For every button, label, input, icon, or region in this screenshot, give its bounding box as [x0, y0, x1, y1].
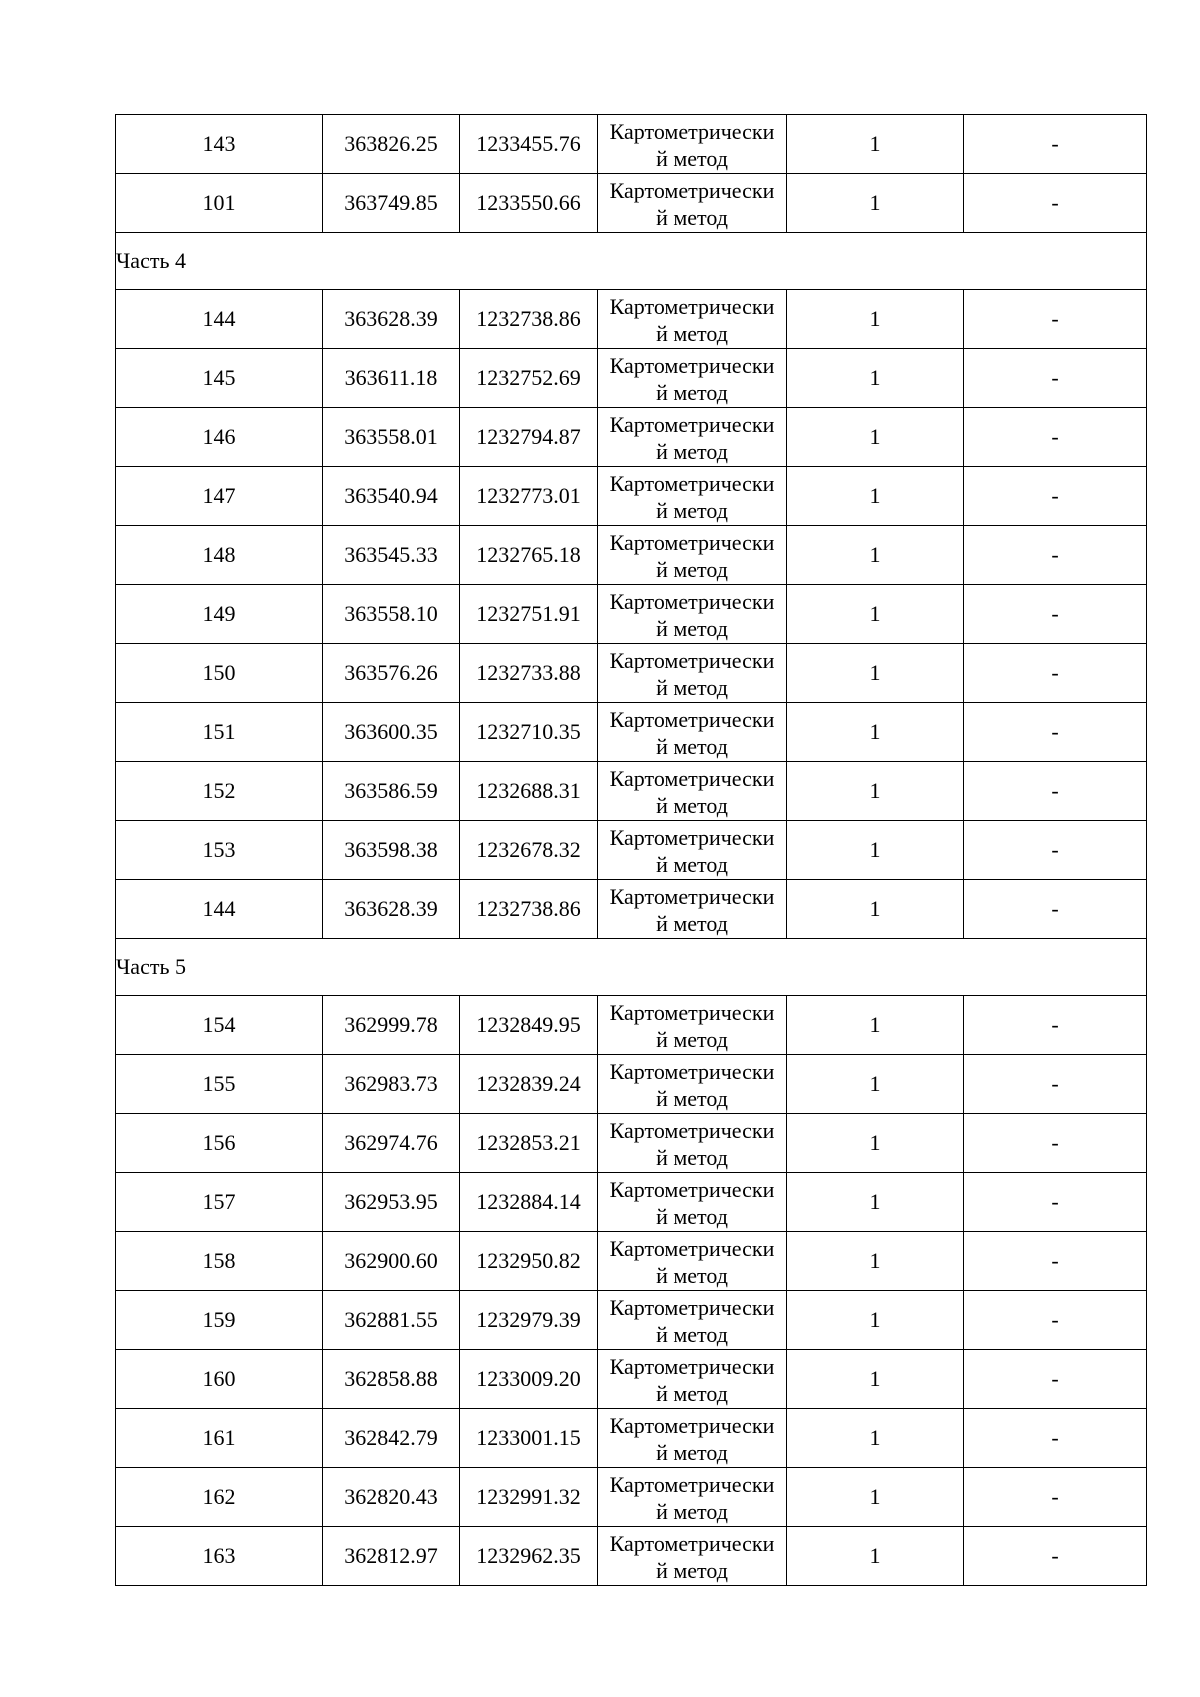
accuracy-cell: 1: [787, 1114, 964, 1173]
table-row: [116, 349, 1147, 408]
note-cell: -: [964, 1409, 1147, 1468]
accuracy-cell: 1: [787, 290, 964, 349]
table-row: [116, 1232, 1147, 1291]
method-cell: [598, 467, 787, 526]
method-cell: [598, 408, 787, 467]
method-line-2: й метод: [656, 1558, 728, 1583]
method-line-2: й метод: [656, 205, 728, 230]
note-cell: -: [964, 526, 1147, 585]
method-cell: [598, 349, 787, 408]
method-line-1: Картометрически: [609, 353, 775, 378]
point-number-cell: 148: [116, 526, 323, 585]
method-line-1: Картометрически: [609, 471, 775, 496]
method-cell: [598, 821, 787, 880]
method-cell: [598, 526, 787, 585]
note-cell: -: [964, 703, 1147, 762]
y-coordinate-cell: 1232884.14: [460, 1173, 598, 1232]
table-row: [116, 1173, 1147, 1232]
table-row: [116, 1055, 1147, 1114]
method-line-2: й метод: [656, 1322, 728, 1347]
table-row: [116, 996, 1147, 1055]
point-number-cell: 159: [116, 1291, 323, 1350]
method-line-2: й метод: [656, 616, 728, 641]
y-coordinate-cell: 1232738.86: [460, 290, 598, 349]
accuracy-cell: 1: [787, 1350, 964, 1409]
method-line-2: й метод: [656, 734, 728, 759]
table-row: [116, 115, 1147, 174]
accuracy-cell: 1: [787, 762, 964, 821]
point-number-cell: 158: [116, 1232, 323, 1291]
note-cell: -: [964, 762, 1147, 821]
y-coordinate-cell: 1232853.21: [460, 1114, 598, 1173]
table-row: [116, 1468, 1147, 1527]
method-line-2: й метод: [656, 911, 728, 936]
note-cell: -: [964, 1527, 1147, 1586]
table-row: [116, 1291, 1147, 1350]
note-cell: -: [964, 349, 1147, 408]
accuracy-cell: 1: [787, 644, 964, 703]
y-coordinate-cell: 1232678.32: [460, 821, 598, 880]
table-row: [116, 644, 1147, 703]
x-coordinate-cell: 363611.18: [323, 349, 460, 408]
method-line-2: й метод: [656, 498, 728, 523]
y-coordinate-cell: 1232849.95: [460, 996, 598, 1055]
method-line-1: Картометрически: [609, 589, 775, 614]
method-line-2: й метод: [656, 321, 728, 346]
point-number-cell: 156: [116, 1114, 323, 1173]
x-coordinate-cell: 362983.73: [323, 1055, 460, 1114]
note-cell: -: [964, 1173, 1147, 1232]
x-coordinate-cell: 363749.85: [323, 174, 460, 233]
method-line-1: Картометрически: [609, 1236, 775, 1261]
table-row: [116, 703, 1147, 762]
accuracy-cell: 1: [787, 585, 964, 644]
y-coordinate-cell: 1233550.66: [460, 174, 598, 233]
method-line-2: й метод: [656, 852, 728, 877]
x-coordinate-cell: 362842.79: [323, 1409, 460, 1468]
accuracy-cell: 1: [787, 1409, 964, 1468]
table-row: [116, 408, 1147, 467]
y-coordinate-cell: 1232751.91: [460, 585, 598, 644]
table-row: [116, 1409, 1147, 1468]
x-coordinate-cell: 362974.76: [323, 1114, 460, 1173]
y-coordinate-cell: 1233455.76: [460, 115, 598, 174]
note-cell: -: [964, 290, 1147, 349]
accuracy-cell: 1: [787, 1468, 964, 1527]
point-number-cell: 150: [116, 644, 323, 703]
method-line-2: й метод: [656, 1204, 728, 1229]
method-cell: [598, 1173, 787, 1232]
note-cell: -: [964, 1350, 1147, 1409]
x-coordinate-cell: 362820.43: [323, 1468, 460, 1527]
section-label: Часть 5: [116, 939, 1147, 996]
y-coordinate-cell: 1232950.82: [460, 1232, 598, 1291]
point-number-cell: 154: [116, 996, 323, 1055]
method-cell: [598, 585, 787, 644]
method-line-1: Картометрически: [609, 1472, 775, 1497]
method-line-1: Картометрически: [609, 1059, 775, 1084]
note-cell: -: [964, 880, 1147, 939]
method-line-1: Картометрически: [609, 884, 775, 909]
note-cell: -: [964, 821, 1147, 880]
accuracy-cell: 1: [787, 174, 964, 233]
x-coordinate-cell: 363576.26: [323, 644, 460, 703]
method-cell: [598, 1468, 787, 1527]
y-coordinate-cell: 1233001.15: [460, 1409, 598, 1468]
method-cell: [598, 1291, 787, 1350]
method-line-2: й метод: [656, 793, 728, 818]
method-line-1: Картометрически: [609, 825, 775, 850]
method-line-1: Картометрически: [609, 178, 775, 203]
note-cell: -: [964, 1291, 1147, 1350]
method-cell: [598, 703, 787, 762]
method-cell: [598, 762, 787, 821]
x-coordinate-cell: 363586.59: [323, 762, 460, 821]
method-line-2: й метод: [656, 1086, 728, 1111]
method-cell: [598, 644, 787, 703]
method-line-2: й метод: [656, 675, 728, 700]
accuracy-cell: 1: [787, 703, 964, 762]
note-cell: -: [964, 1468, 1147, 1527]
x-coordinate-cell: 363558.01: [323, 408, 460, 467]
method-line-2: й метод: [656, 1027, 728, 1052]
point-number-cell: 151: [116, 703, 323, 762]
x-coordinate-cell: 363628.39: [323, 880, 460, 939]
table-row: [116, 467, 1147, 526]
coordinates-table: [115, 114, 1147, 1586]
y-coordinate-cell: 1232962.35: [460, 1527, 598, 1586]
x-coordinate-cell: 363558.10: [323, 585, 460, 644]
accuracy-cell: 1: [787, 115, 964, 174]
x-coordinate-cell: 363598.38: [323, 821, 460, 880]
method-line-2: й метод: [656, 557, 728, 582]
note-cell: -: [964, 1114, 1147, 1173]
x-coordinate-cell: 363540.94: [323, 467, 460, 526]
method-cell: [598, 880, 787, 939]
accuracy-cell: 1: [787, 996, 964, 1055]
method-line-1: Картометрически: [609, 119, 775, 144]
method-line-1: Картометрически: [609, 294, 775, 319]
method-line-1: Картометрически: [609, 766, 775, 791]
y-coordinate-cell: 1232688.31: [460, 762, 598, 821]
method-cell: [598, 996, 787, 1055]
method-cell: [598, 1055, 787, 1114]
accuracy-cell: 1: [787, 1232, 964, 1291]
method-cell: [598, 1350, 787, 1409]
x-coordinate-cell: 363600.35: [323, 703, 460, 762]
method-cell: [598, 1114, 787, 1173]
table-row: [116, 1527, 1147, 1586]
accuracy-cell: 1: [787, 467, 964, 526]
method-cell: [598, 1409, 787, 1468]
accuracy-cell: 1: [787, 526, 964, 585]
x-coordinate-cell: 363545.33: [323, 526, 460, 585]
method-line-1: Картометрически: [609, 1295, 775, 1320]
point-number-cell: 161: [116, 1409, 323, 1468]
method-line-1: Картометрически: [609, 707, 775, 732]
point-number-cell: 162: [116, 1468, 323, 1527]
method-line-1: Картометрически: [609, 530, 775, 555]
y-coordinate-cell: 1232752.69: [460, 349, 598, 408]
y-coordinate-cell: 1232839.24: [460, 1055, 598, 1114]
accuracy-cell: 1: [787, 1291, 964, 1350]
y-coordinate-cell: 1232765.18: [460, 526, 598, 585]
point-number-cell: 143: [116, 115, 323, 174]
point-number-cell: 153: [116, 821, 323, 880]
y-coordinate-cell: 1232773.01: [460, 467, 598, 526]
point-number-cell: 101: [116, 174, 323, 233]
point-number-cell: 155: [116, 1055, 323, 1114]
method-line-2: й метод: [656, 1499, 728, 1524]
method-line-2: й метод: [656, 1381, 728, 1406]
method-cell: [598, 1527, 787, 1586]
table-row: [116, 880, 1147, 939]
point-number-cell: 145: [116, 349, 323, 408]
accuracy-cell: 1: [787, 1527, 964, 1586]
x-coordinate-cell: 362953.95: [323, 1173, 460, 1232]
x-coordinate-cell: 362881.55: [323, 1291, 460, 1350]
accuracy-cell: 1: [787, 1055, 964, 1114]
point-number-cell: 147: [116, 467, 323, 526]
note-cell: -: [964, 585, 1147, 644]
table-row: [116, 1114, 1147, 1173]
point-number-cell: 149: [116, 585, 323, 644]
note-cell: -: [964, 115, 1147, 174]
accuracy-cell: 1: [787, 349, 964, 408]
y-coordinate-cell: 1232794.87: [460, 408, 598, 467]
y-coordinate-cell: 1233009.20: [460, 1350, 598, 1409]
point-number-cell: 146: [116, 408, 323, 467]
coordinates-table-body: [116, 115, 1147, 1586]
table-row: [116, 821, 1147, 880]
accuracy-cell: 1: [787, 1173, 964, 1232]
point-number-cell: 152: [116, 762, 323, 821]
point-number-cell: 144: [116, 290, 323, 349]
method-line-1: Картометрически: [609, 412, 775, 437]
method-line-2: й метод: [656, 1440, 728, 1465]
method-line-1: Картометрически: [609, 648, 775, 673]
method-cell: [598, 115, 787, 174]
y-coordinate-cell: 1232738.86: [460, 880, 598, 939]
table-row: [116, 290, 1147, 349]
table-row: [116, 1350, 1147, 1409]
method-line-1: Картометрически: [609, 1354, 775, 1379]
y-coordinate-cell: 1232979.39: [460, 1291, 598, 1350]
section-label: Часть 4: [116, 233, 1147, 290]
note-cell: -: [964, 996, 1147, 1055]
method-line-1: Картометрически: [609, 1118, 775, 1143]
note-cell: -: [964, 408, 1147, 467]
y-coordinate-cell: 1232991.32: [460, 1468, 598, 1527]
method-line-2: й метод: [656, 380, 728, 405]
section-row: [116, 939, 1147, 996]
x-coordinate-cell: 362999.78: [323, 996, 460, 1055]
method-line-1: Картометрически: [609, 1000, 775, 1025]
accuracy-cell: 1: [787, 880, 964, 939]
x-coordinate-cell: 363826.25: [323, 115, 460, 174]
method-line-1: Картометрически: [609, 1413, 775, 1438]
method-cell: [598, 174, 787, 233]
accuracy-cell: 1: [787, 408, 964, 467]
note-cell: -: [964, 174, 1147, 233]
y-coordinate-cell: 1232733.88: [460, 644, 598, 703]
method-line-2: й метод: [656, 439, 728, 464]
method-line-1: Картометрически: [609, 1531, 775, 1556]
point-number-cell: 163: [116, 1527, 323, 1586]
method-line-2: й метод: [656, 1145, 728, 1170]
method-line-2: й метод: [656, 146, 728, 171]
method-line-1: Картометрически: [609, 1177, 775, 1202]
note-cell: -: [964, 1232, 1147, 1291]
note-cell: -: [964, 644, 1147, 703]
method-line-2: й метод: [656, 1263, 728, 1288]
point-number-cell: 157: [116, 1173, 323, 1232]
method-cell: [598, 290, 787, 349]
x-coordinate-cell: 362812.97: [323, 1527, 460, 1586]
table-row: [116, 174, 1147, 233]
point-number-cell: 160: [116, 1350, 323, 1409]
table-row: [116, 526, 1147, 585]
y-coordinate-cell: 1232710.35: [460, 703, 598, 762]
x-coordinate-cell: 362900.60: [323, 1232, 460, 1291]
note-cell: -: [964, 1055, 1147, 1114]
x-coordinate-cell: 363628.39: [323, 290, 460, 349]
table-row: [116, 762, 1147, 821]
accuracy-cell: 1: [787, 821, 964, 880]
x-coordinate-cell: 362858.88: [323, 1350, 460, 1409]
point-number-cell: 144: [116, 880, 323, 939]
section-row: [116, 233, 1147, 290]
method-cell: [598, 1232, 787, 1291]
table-row: [116, 585, 1147, 644]
note-cell: -: [964, 467, 1147, 526]
